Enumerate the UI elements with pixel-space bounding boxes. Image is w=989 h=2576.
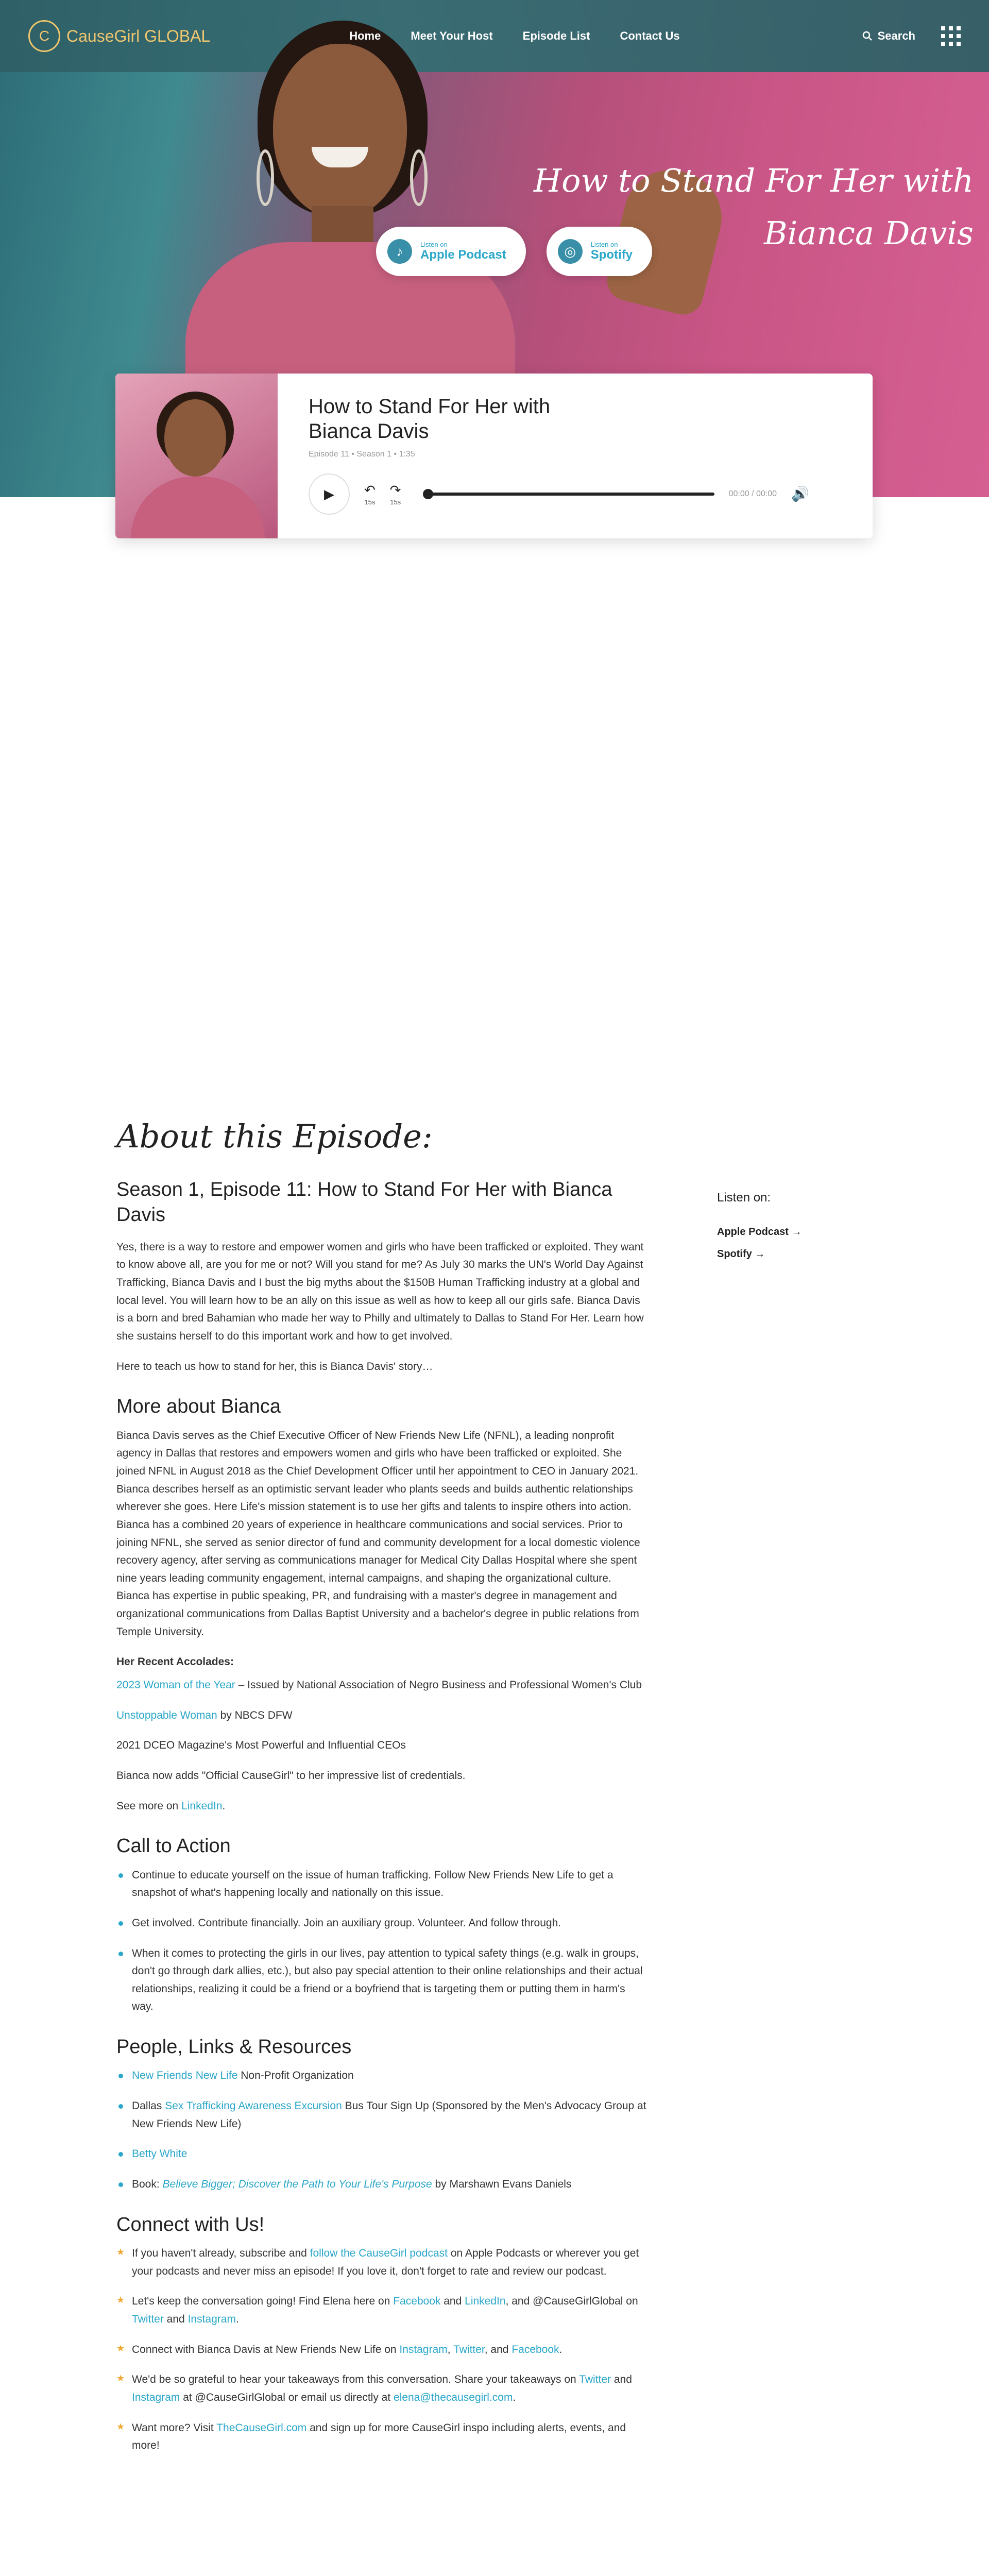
- takeaways-twitter-link[interactable]: Twitter: [579, 2374, 611, 2386]
- list-item: [116, 2176, 647, 2194]
- episode-teaser: Here to teach us how to stand for her, this is Bianca Davis' story…: [116, 1360, 433, 1372]
- email-link[interactable]: elena@thecausegirl.com: [394, 2391, 513, 2403]
- list-item: [116, 2419, 647, 2455]
- player-title: How to Stand For Her with Bianca Davis: [309, 395, 551, 443]
- connect-list: [116, 2245, 647, 2455]
- connect-text: and: [163, 2313, 188, 2325]
- forward-button[interactable]: [390, 482, 401, 506]
- progress-knob[interactable]: [423, 489, 433, 499]
- episode-intro: Yes, there is a way to restore and empower women and girls who have been trafficked or exploited. They want to know above all, are you for me or not? Will you stand for me? As July 30 marks the UN's World Day Against Trafficking, Bianca Davis and I bust the big myths about the $150B Human Trafficking industry at a global and local level. You will learn how to be an ally on this issue as well as how to keep all our girls safe. Bianca Davis is a born and bred Bahamian who made her way to Philly and ultimately to Dallas to Stand For Her. Learn how she sustains herself to do this important work and how to get involved.: [116, 1241, 644, 1342]
- takeaways-instagram-link[interactable]: Instagram: [132, 2391, 180, 2403]
- search-label: Search: [877, 29, 915, 42]
- elena-facebook-link[interactable]: Facebook: [393, 2295, 441, 2308]
- pill-label: Apple Podcast: [420, 247, 506, 262]
- spotify-icon: ◎: [558, 239, 583, 264]
- connect-text: .: [235, 2313, 239, 2325]
- list-item: [116, 2371, 647, 2406]
- nfnl-twitter-link[interactable]: Twitter: [453, 2343, 485, 2355]
- accolade-1-link[interactable]: 2023 Woman of the Year: [116, 1679, 235, 1691]
- accolade-1-text: – Issued by National Association of Negro Business and Professional Women's Club: [235, 1679, 642, 1691]
- nav-contact-us[interactable]: Contact Us: [620, 29, 680, 42]
- volume-icon[interactable]: 🔊: [791, 486, 809, 502]
- episode-player: [115, 374, 873, 538]
- episode-title: Season 1, Episode 11: How to Stand For Her with Bianca Davis: [116, 1179, 612, 1226]
- causegirl-instagram-link[interactable]: Instagram: [187, 2313, 236, 2325]
- list-item: When it comes to protecting the girls in our lives, pay attention to typical safety things (e.g. walk in groups, don't go through dark allies, etc.), but also pay special attention to their online relationships and their actual relationships, realizing it could be a friend or a boyfriend that is targeting them or putting them in harm's way.: [116, 1945, 647, 2016]
- list-item: [116, 2067, 647, 2085]
- search-icon: [862, 31, 873, 41]
- top-navigation: [0, 0, 989, 72]
- connect-text: .: [559, 2343, 562, 2355]
- connect-text: If you haven't already, subscribe and: [132, 2247, 310, 2260]
- connect-text: and: [611, 2374, 632, 2386]
- sidebar-link-label: Spotify: [717, 1248, 752, 1260]
- rewind-button[interactable]: [364, 482, 376, 506]
- rewind-label: 15s: [364, 498, 376, 506]
- nav-links: [349, 27, 679, 45]
- excursion-link[interactable]: Sex Trafficking Awareness Excursion: [165, 2100, 342, 2112]
- resource-text: Book:: [132, 2178, 163, 2191]
- search-button[interactable]: [862, 27, 915, 45]
- forward-label: 15s: [390, 498, 401, 506]
- connect-text: at @CauseGirlGlobal or email us directly at: [180, 2391, 394, 2403]
- betty-white-link[interactable]: Betty White: [132, 2148, 187, 2160]
- logo-mark: C: [28, 20, 60, 52]
- connect-text: on Apple Podcasts or wherever you get your podcasts and never miss an episode! If you love it, don't forget to rate and review our podcast.: [132, 2247, 639, 2277]
- resource-text: Dallas: [132, 2100, 165, 2112]
- connect-text: .: [513, 2391, 516, 2403]
- connect-text: Let's keep the conversation going! Find Elena here on: [132, 2295, 394, 2308]
- list-item: [116, 2097, 647, 2133]
- listen-on-title: Listen on:: [717, 1191, 771, 1205]
- resource-text: Bus Tour Sign Up (Sponsored by the Men's Advocacy Group at New Friends New Life): [132, 2100, 646, 2130]
- resource-text: by Marshawn Evans Daniels: [432, 2178, 572, 2191]
- book-link[interactable]: Believe Bigger; Discover the Path to Your Life's Purpose: [162, 2178, 432, 2191]
- play-icon: ▶: [324, 486, 334, 502]
- call-to-action-heading: Call to Action: [116, 1835, 231, 1857]
- logo-text: CauseGirl GLOBAL: [66, 26, 211, 45]
- elena-linkedin-link[interactable]: LinkedIn: [465, 2295, 506, 2308]
- connect-text: , and @CauseGirlGlobal on: [505, 2295, 638, 2308]
- nav-right: [862, 26, 961, 46]
- list-item: Get involved. Contribute financially. Join an auxiliary group. Volunteer. And follow through.: [116, 1914, 647, 1933]
- player-time: 00:00 / 00:00: [728, 489, 777, 499]
- about-heading: About this Episode:: [116, 1117, 433, 1155]
- sidebar-apple-podcast-link[interactable]: [717, 1224, 872, 1241]
- pill-small-label: Listen on: [590, 240, 618, 248]
- play-button[interactable]: [309, 473, 350, 515]
- accolade-2-text: by NBCS DFW: [217, 1709, 293, 1721]
- connect-text: Want more? Visit: [132, 2421, 217, 2434]
- see-more: [116, 1798, 647, 1816]
- connect-text: and sign up for more CauseGirl inspo including alerts, events, and more!: [132, 2421, 626, 2452]
- nav-meet-your-host[interactable]: Meet Your Host: [411, 29, 493, 42]
- episode-thumbnail: [115, 374, 278, 538]
- player-info: [278, 374, 873, 538]
- connect-text: and: [440, 2295, 465, 2308]
- nfnl-instagram-link[interactable]: Instagram: [399, 2343, 448, 2355]
- arrow-right-icon: →: [755, 1248, 765, 1260]
- nfnl-link[interactable]: New Friends New Life: [132, 2070, 238, 2082]
- accolade-3: 2021 DCEO Magazine's Most Powerful and Influential CEOs: [116, 1739, 406, 1752]
- accolade-2-link[interactable]: Unstoppable Woman: [116, 1709, 217, 1721]
- causegirl-site-link[interactable]: TheCauseGirl.com: [216, 2421, 307, 2434]
- hero-title: How to Stand For Her with Bianca Davis: [534, 162, 974, 252]
- forward-icon: ↷: [389, 482, 401, 498]
- list-item: [116, 2245, 647, 2280]
- see-more-end: .: [222, 1800, 226, 1812]
- connect-heading: Connect with Us!: [116, 2213, 265, 2235]
- player-controls: [309, 473, 873, 515]
- list-item: [116, 2341, 647, 2359]
- more-about-heading: More about Bianca: [116, 1396, 281, 1418]
- player-meta: Episode 11 • Season 1 • 1:35: [309, 450, 415, 459]
- episode-description: [116, 1177, 647, 2467]
- causegirl-twitter-link[interactable]: Twitter: [132, 2313, 164, 2325]
- nav-episode-list[interactable]: Episode List: [522, 29, 590, 42]
- pill-small-label: Listen on: [420, 240, 448, 248]
- resources-heading: People, Links & Resources: [116, 2036, 352, 2058]
- call-to-action-list: [116, 1867, 647, 2016]
- apple-podcast-button[interactable]: [376, 227, 526, 276]
- accolades-heading: Her Recent Accolades:: [116, 1656, 234, 1668]
- resources-list: [116, 2067, 647, 2193]
- accolade-1: [116, 1676, 647, 1694]
- linkedin-link[interactable]: LinkedIn: [181, 1800, 223, 1812]
- pill-label: Spotify: [590, 247, 633, 262]
- follow-podcast-link[interactable]: follow the CauseGirl podcast: [310, 2247, 448, 2260]
- list-item: [116, 2145, 647, 2163]
- listen-pills: [376, 227, 652, 276]
- spotify-button[interactable]: [547, 227, 652, 276]
- progress-bar[interactable]: [426, 493, 714, 496]
- accolade-2: [116, 1707, 647, 1725]
- nfnl-facebook-link[interactable]: Facebook: [511, 2343, 559, 2355]
- resource-text: Non-Profit Organization: [237, 2070, 354, 2082]
- arrow-right-icon: →: [791, 1226, 802, 1238]
- sidebar-link-label: Apple Podcast: [717, 1226, 789, 1238]
- nav-home[interactable]: Home: [349, 29, 381, 42]
- sidebar-spotify-link[interactable]: [717, 1246, 872, 1263]
- connect-text: We'd be so grateful to hear your takeaways from this conversation. Share your takeaways on: [132, 2374, 579, 2386]
- rewind-icon: ↶: [364, 482, 376, 498]
- menu-grid-icon[interactable]: [941, 26, 961, 46]
- list-item: [116, 2293, 647, 2328]
- listen-on-sidebar: [717, 1188, 872, 1268]
- site-logo[interactable]: [28, 20, 210, 52]
- accolade-4: Bianca now adds "Official CauseGirl" to her impressive list of credentials.: [116, 1769, 466, 1782]
- connect-text: Connect with Bianca Davis at New Friends New Life on: [132, 2343, 400, 2355]
- connect-text: ,: [447, 2343, 454, 2355]
- connect-text: , and: [484, 2343, 512, 2355]
- apple-podcast-icon: ♪: [387, 239, 412, 264]
- list-item: Continue to educate yourself on the issue of human trafficking. Follow New Friends New Life to get a snapshot of what's happening locally and nationally on this issue.: [116, 1867, 647, 1902]
- guest-bio: Bianca Davis serves as the Chief Executive Officer of New Friends New Life (NFNL), a leading nonprofit agency in Dallas that restores and empowers women and girls who have been trafficked or exploited. She joined NFNL in August 2018 as the Chief Development Officer until her appointment to CEO in January 2021. Bianca describes herself as an optimistic servant leader who plants seeds and builds authentic relationships wherever she goes. Here Life's mission statement is to use her gifts and talents to inspire others into action. Bianca has a combined 20 years of experience in healthcare communications and social services. Prior to joining NFNL, she served as senior director of fund and community development for a local domestic violence recovery agency, after serving as communications manager for Medical City Dallas Hospital where she spent nine years leading community engagement, internal campaigns, and shaping the organizational culture. Bianca has expertise in public speaking, PR, and fundraising with a master's degree in management and organizational communications from Dallas Baptist University and a bachelor's degree in public relations from Temple University.: [116, 1429, 640, 1638]
- see-more-text: See more on: [116, 1800, 182, 1812]
